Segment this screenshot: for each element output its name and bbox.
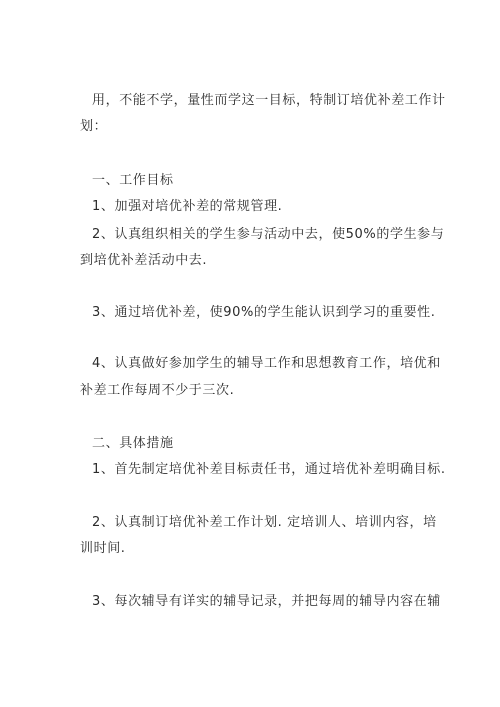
paragraph-line: 用，不能不学，量性而学这一目标，特制订培优补差工作计 — [92, 93, 446, 108]
list-item-continuation: 补差工作每周不少于三次. — [80, 383, 235, 398]
list-item: 3、每次辅导有详实的辅导记录，并把每周的辅导内容在辅 — [92, 594, 441, 609]
section-heading: 一、工作目标 — [92, 173, 174, 188]
section-heading: 二、具体措施 — [92, 436, 174, 451]
list-item: 1、加强对培优补差的常规管理. — [92, 199, 283, 214]
list-item: 4、认真做好参加学生的辅导工作和思想教育工作，培优和 — [92, 356, 441, 371]
list-item: 2、认真制订培优补差工作计划. 定培训人、培训内容，培 — [92, 515, 437, 530]
list-item: 2、认真组织相关的学生参与活动中去，使50%的学生参与 — [92, 227, 445, 242]
list-item-continuation: 训时间. — [80, 541, 126, 556]
list-item: 1、首先制定培优补差目标责任书，通过培优补差明确目标. — [92, 462, 446, 477]
list-item-continuation: 到培优补差活动中去. — [80, 253, 208, 268]
list-item: 3、通过培优补差，使90%的学生能认识到学习的重要性. — [92, 305, 436, 320]
paragraph-line: 划： — [80, 119, 108, 134]
